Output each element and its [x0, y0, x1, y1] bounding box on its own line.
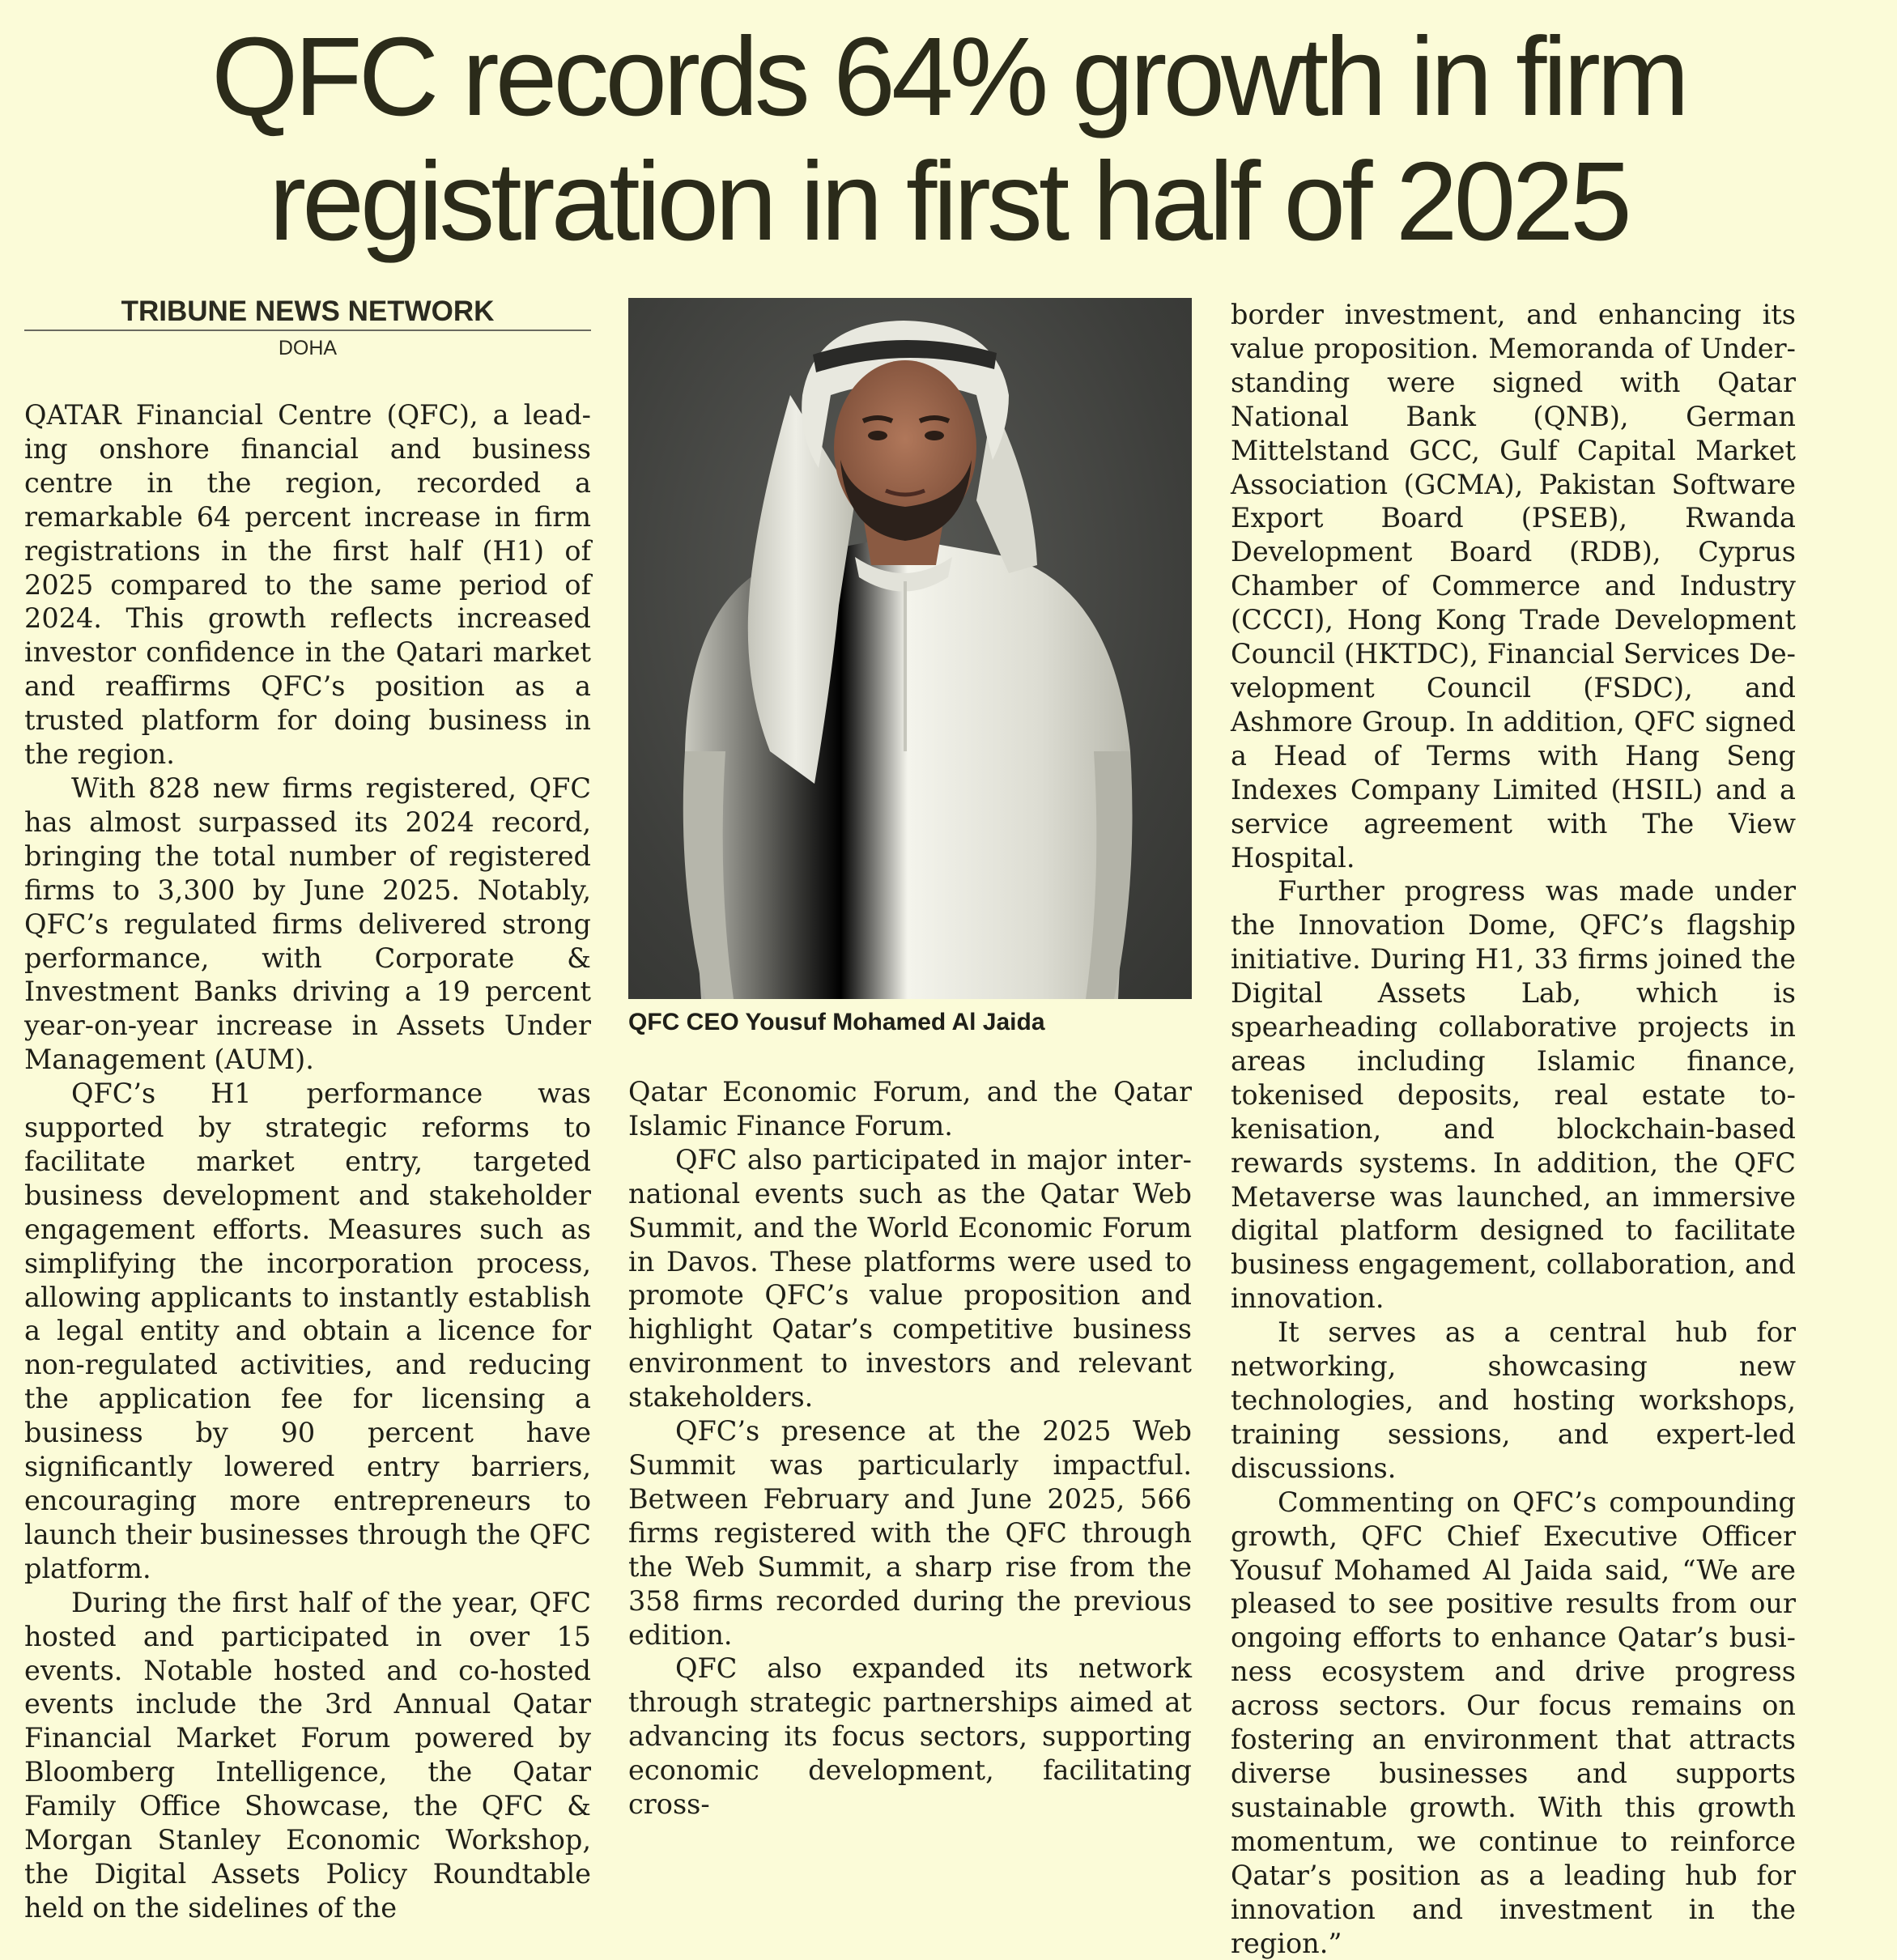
paragraph: border investment, and enhancing its value proposition. Memoranda of Understanding were signed with Qatar National Bank (QNB), German Mittelstand GCC, Gulf Capital Market Association (GCMA), Pakistan Software Export Board (PSEB), Rwanda Development Board (RDB), Cyprus Chamber of Commerce and Industry (CCCI), Hong Kong Trade Development Council (HKTDC), Financial Services Development Council (FSDC), and Ashmore Group. In addition, QFC signed a Head of Terms with Hang Seng Indexes Company Limited (HSIL) and a service agreement with The View Hospital.: [1231, 299, 1796, 874]
paragraph: With 828 new firms registered, QFC has almost surpassed its 2024 record, bringing the total number of registered firms to 3,300 by June 2025. Notably, QFC’s regulated firms delivered strong performance, with Corporate & Investment Banks driving a 19 percent year-on-year increase in Assets Under Management (AUM).: [24, 772, 591, 1076]
article-column-1: [24, 398, 591, 1925]
paragraph: QFC also expanded its network through strategic partnerships aimed at advancing its focus sectors, supporting economic development, facilitating cross-: [628, 1652, 1192, 1821]
paragraph: QFC’s presence at the 2025 Web Summit was particularly impactful. Between February and June 2025, 566 firms registered with the QFC through the Web Summit, a sharp rise from the 358 firms recorded during the previous edition.: [628, 1415, 1192, 1651]
headline-line-2: registration in first half of 2025: [269, 139, 1628, 264]
paragraph: It serves as a central hub for networking, showcasing new technologies, and hosting workshops, training sessions, and expert-led discussions.: [1231, 1316, 1796, 1484]
headline-line-1: QFC records 64% growth in firm: [211, 15, 1686, 139]
article-column-3: [1231, 298, 1796, 1960]
ceo-photo: [628, 298, 1192, 999]
paragraph: QFC’s H1 performance was supported by strategic reforms to facilitate market entry, targeted business development and stakeholder engagement efforts. Measures such as simplifying the incorporation process, allowing applicants to instantly establish a legal entity and obtain a licence for non-regulated activities, and reducing the application fee for licensing a business by 90 percent have significantly lowered entry barriers, encouraging more entrepreneurs to launch their businesses through the QFC platform.: [24, 1078, 591, 1584]
paragraph: QFC also participated in major international events such as the Qatar Web Summit, and the World Economic Forum in Davos. These platforms were used to promote QFC’s value proposition and highlight Qatar’s competitive business environment to investors and relevant stakeholders.: [628, 1143, 1192, 1414]
headline: [0, 15, 1897, 264]
ceo-portrait-image: [628, 298, 1192, 999]
paragraph: Commenting on QFC’s compounding growth, QFC Chief Executive Officer Yousuf Mohamed Al Jaida said, “We are pleased to see positive results from our ongoing efforts to enhance Qatar’s business ecosystem and drive progress across sectors. Our focus remains on fostering an environment that attracts diverse businesses and supports sustainable growth. With this growth momentum, we continue to reinforce Qatar’s position as a leading hub for innovation and investment in the region.”: [1231, 1486, 1796, 1959]
article-column-2: [628, 1075, 1192, 1822]
byline: TRIBUNE NEWS NETWORK: [121, 295, 495, 327]
paragraph: During the first half of the year, QFC hosted and participated in over 15 events. Notable hosted and co-hosted events include the 3rd Annual Qatar Financial Market Forum powered by Bloomberg Intelligence, the Qatar Family Office Showcase, the QFC & Morgan Stanley Economic Workshop, the Digital Assets Policy Roundtable held on the sidelines of the: [24, 1586, 591, 1924]
paragraph: Qatar Economic Forum, and the Qatar Islamic Finance Forum.: [628, 1076, 1192, 1142]
byline-divider: [24, 330, 591, 331]
paragraph: QATAR Financial Centre (QFC), a leading onshore financial and business centre in the region, recorded a remarkable 64 percent increase in firm registrations in the first half (H1) of 2025 compared to the same period of 2024. This growth reflects increased investor confidence in the Qatari market and reaffirms QFC’s position as a trusted platform for doing business in the region.: [24, 399, 591, 771]
paragraph: Further progress was made under the Innovation Dome, QFC’s flagship initiative. During H1, 33 firms joined the Digital Assets Lab, which is spearheading collaborative projects in areas including Islamic finance, tokenised deposits, real estate tokenisation, and blockchain-based rewards systems. In addition, the QFC Metaverse was launched, an immersive digital platform designed to facilitate business engagement, collaboration, and innovation.: [1231, 875, 1796, 1315]
dateline: DOHA: [278, 337, 338, 359]
photo-caption: QFC CEO Yousuf Mohamed Al Jaida: [628, 1009, 1045, 1035]
